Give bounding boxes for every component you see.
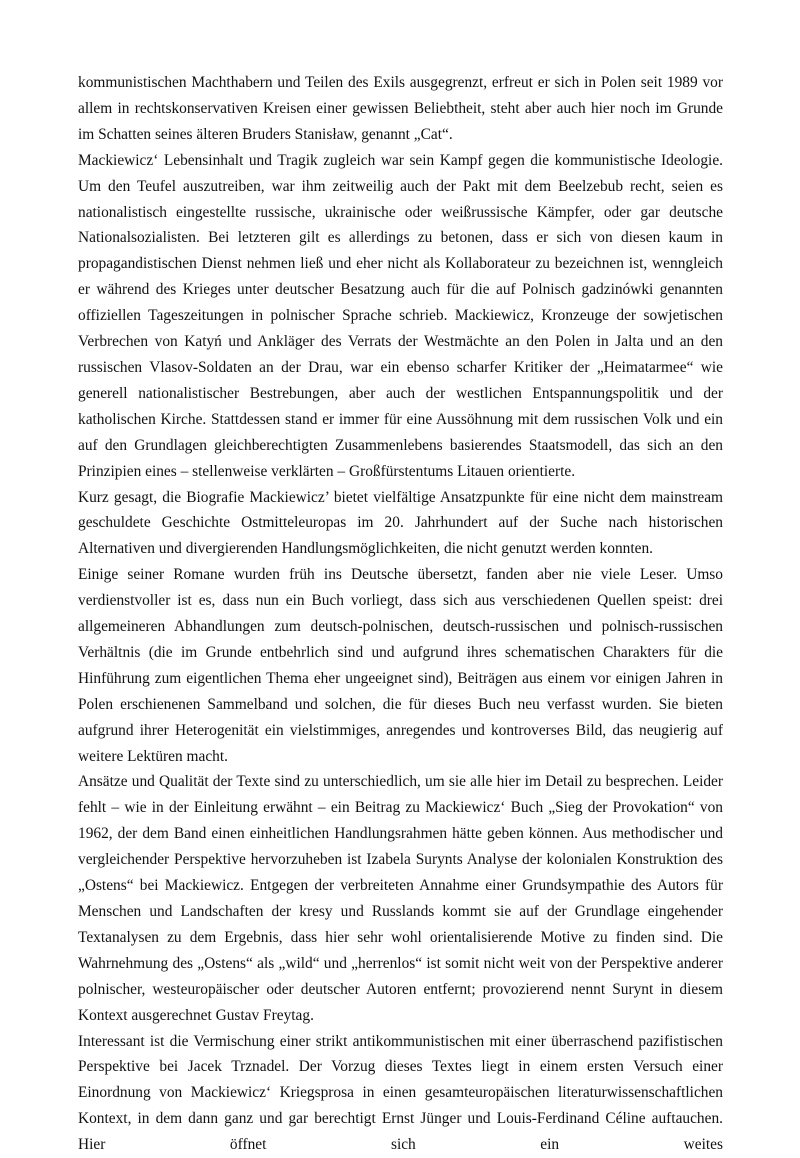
paragraph-5: Ansätze und Qualität der Texte sind zu unterschiedlich, um sie alle hier im Detail zu besprechen. Leider fehlt – wie in der Einleitung erwähnt – ein Beitrag zu Mackiewicz‘ Buch „Sieg der Provokation“ von 1962, der dem Band einen einheitlichen Handlungsrahmen hätte geben können. Aus methodischer und vergleichender Perspektive hervorzuheben ist Izabela Surynts Analyse der kolonialen Konstruktion des „Ostens“ bei Mackiewicz. Entgegen der verbreiteten Annahme einer Grundsympathie des Autors für Menschen und Landschaften der kresy und Russlands kommt sie auf der Grundlage eingehender Textanalysen zu dem Ergebnis, dass hier sehr wohl orientalisierende Motive zu finden sind. Die Wahrnehmung des „Ostens“ als „wild“ und „herrenlos“ ist somit nicht weit von der Perspektive anderer polnischer, westeuropäischer oder deutscher Autoren entfernt; provozierend nennt Surynt in diesem Kontext ausgerechnet Gustav Freytag. <box>78 773 723 1024</box>
paragraph-3: Kurz gesagt, die Biografie Mackiewicz’ bietet vielfältige Ansatzpunkte für eine nicht dem mainstream geschuldete Geschichte Ostmitteleuropas im 20. Jahrhundert auf der Suche nach historischen Alternativen und divergierenden Handlungsmöglichkeiten, die nicht genutzt werden konnten. <box>78 488 723 558</box>
paragraph-2: Mackiewicz‘ Lebensinhalt und Tragik zugleich war sein Kampf gegen die kommunistische Ideologie. Um den Teufel auszutreiben, war ihm zeitweilig auch der Pakt mit dem Beelzebub recht, seien es nationalistisch eingestellte russische, ukrainische oder weißrussische Kämpfer, oder gar deutsche Nationalsozialisten. Bei letzteren gilt es allerdings zu betonen, dass er sich von diesen kaum in propagandistischen Dienst nehmen ließ und eher nicht als Kollaborateur zu bezeichnen ist, wenngleich er während des Krieges unter deutscher Besatzung auch für die auf Polnisch gadzinówki genannten offiziellen Tageszeitungen in polnischer Sprache schrieb. Mackiewicz, Kronzeuge der sowjetischen Verbrechen von Katyń und Ankläger des Verrats der Westmächte an den Polen in Jalta und an den russischen Vlasov-Soldaten an der Drau, war ein ebenso scharfer Kritiker der „Heimatarmee“ wie generell nationalistischer Bestrebungen, aber auch der westlichen Entspannungspolitik und der katholischen Kirche. Stattdessen stand er immer für eine Aussöhnung mit dem russischen Volk und ein auf den Grundlagen gleichberechtigten Zusammenlebens basierendes Staatsmodell, das sich an den Prinzipien eines – stellenweise verklärten – Großfürstentums Litauen orientierte. <box>78 151 723 480</box>
paragraph-6: Interessant ist die Vermischung einer strikt antikommunistischen mit einer überraschend pazifistischen Perspektive bei Jacek Trznadel. Der Vorzug dieses Textes liegt in einem ersten Versuch einer Einordnung von Mackiewicz‘ Kriegsprosa in einen gesamteuropäischen literaturwissenschaftlichen Kontext, in dem dann ganz und gar berechtigt Ernst Jünger und Louis-Ferdinand Céline auftauchen. Hier öffnet sich ein weites <box>78 1032 723 1154</box>
paragraph-4: Einige seiner Romane wurden früh ins Deutsche übersetzt, fanden aber nie viele Leser. Umso verdienstvoller ist es, dass nun ein Buch vorliegt, dass sich aus verschiedenen Quellen speist: drei allgemeineren Abhandlungen zum deutsch-polnischen, deutsch-russischen und polnisch-russischen Verhältnis (die im Grunde entbehrlich sind und aufgrund ihres schematischen Charakters für die Hinführung zum eigentlichen Thema eher ungeeignet sind), Beiträgen aus einem vor einigen Jahren in Polen erschienenen Sammelband und solchen, die für dieses Buch neu verfasst wurden. Sie bieten aufgrund ihrer Heterogenität ein vielstimmiges, anregendes und kontroverses Bild, das neugierig auf weitere Lektüren macht. <box>78 566 723 765</box>
paragraph-1: kommunistischen Machthabern und Teilen des Exils ausgegrenzt, erfreut er sich in Polen seit 1989 vor allem in rechtskonservativen Kreisen einer gewissen Beliebtheit, steht aber auch hier noch im Grunde im Schatten seines älteren Bruders Stanisław, genannt „Cat“. <box>78 74 723 143</box>
document-page <box>78 70 723 1158</box>
